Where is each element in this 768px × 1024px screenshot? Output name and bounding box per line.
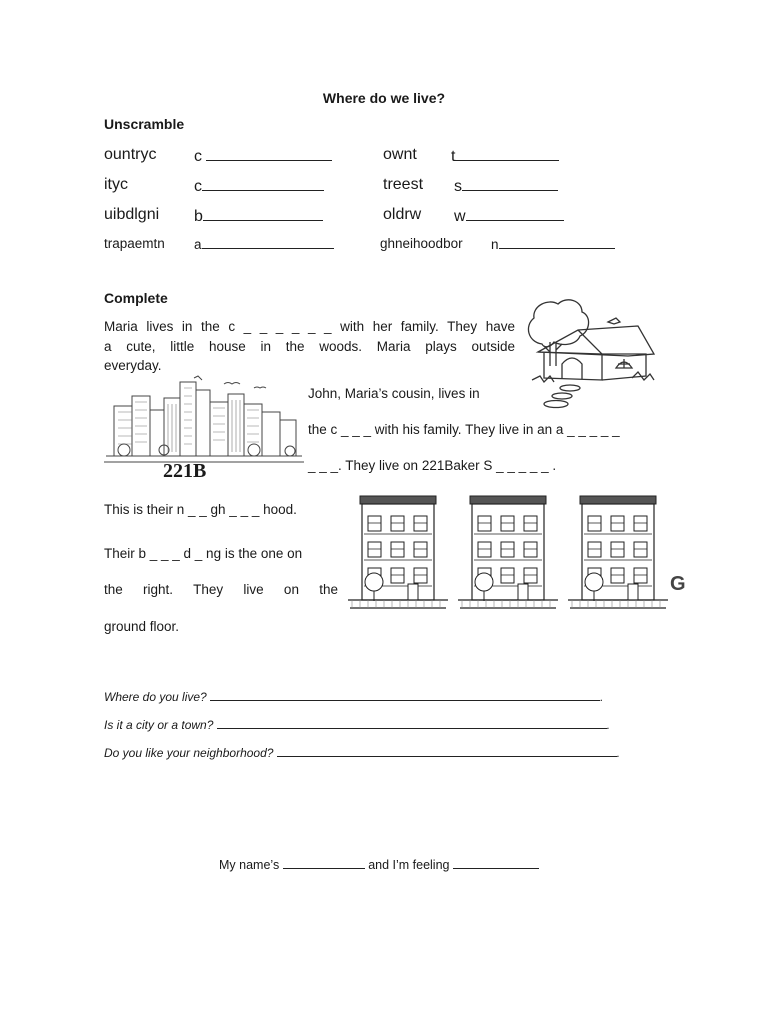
scrambled-word: treest bbox=[383, 176, 424, 193]
hint-letter: n bbox=[491, 237, 499, 252]
name-field[interactable] bbox=[283, 858, 365, 869]
scrambled-word: uibdlgni bbox=[104, 206, 160, 223]
paragraph-line: the c _ _ _ with his family. They live in an a _ _ _ _ _ bbox=[308, 422, 620, 437]
footer-line bbox=[219, 858, 539, 872]
answer-field[interactable] bbox=[194, 236, 334, 252]
question bbox=[104, 718, 610, 732]
answer-field[interactable] bbox=[210, 691, 600, 701]
question-text: Do you like your neighborhood? bbox=[104, 746, 274, 760]
hint-letter: b bbox=[194, 208, 203, 225]
answer-field[interactable] bbox=[194, 206, 323, 226]
question-period: . bbox=[600, 690, 604, 704]
paragraph-line: John, Maria’s cousin, lives in bbox=[308, 386, 480, 401]
complete-heading: Complete bbox=[104, 290, 168, 306]
apartment-building-illustration bbox=[348, 496, 666, 614]
hint-letter: s bbox=[454, 178, 462, 195]
answer-field[interactable] bbox=[217, 719, 607, 729]
footer-feeling-label: and I’m feeling bbox=[368, 858, 450, 872]
scrambled-word: ityc bbox=[104, 176, 128, 193]
scrambled-word: trapaemtn bbox=[104, 236, 165, 251]
answer-field[interactable] bbox=[194, 146, 332, 166]
paragraph-line: Maria lives in the c _ _ _ _ _ _ with her family. They have bbox=[104, 319, 515, 334]
question bbox=[104, 746, 620, 760]
paragraph-line: ground floor. bbox=[104, 619, 180, 634]
page-title: Where do we live? bbox=[322, 90, 446, 106]
hint-letter: a bbox=[194, 237, 202, 252]
hint-letter: w bbox=[454, 208, 466, 225]
hint-letter: c bbox=[194, 178, 202, 195]
paragraph-line: the right. They live on the bbox=[104, 582, 338, 597]
paragraph-line: This is their n _ _ gh _ _ _ hood. bbox=[104, 502, 297, 517]
question-text: Is it a city or a town? bbox=[104, 718, 214, 732]
hint-letter: c bbox=[194, 148, 202, 165]
answer-field[interactable] bbox=[194, 176, 324, 196]
question bbox=[104, 690, 603, 704]
hint-letter: t bbox=[451, 148, 456, 165]
unscramble-heading: Unscramble bbox=[104, 116, 185, 132]
scrambled-word: ghneihoodbor bbox=[380, 236, 463, 251]
feeling-field[interactable] bbox=[453, 858, 539, 869]
paragraph-line: _ _ _. They live on 221Baker S _ _ _ _ _ . bbox=[308, 458, 557, 473]
street-sign: 221B bbox=[163, 460, 207, 482]
answer-field[interactable] bbox=[454, 176, 558, 196]
paragraph-line: a cute, little house in the woods. Maria plays outside bbox=[104, 339, 515, 354]
scrambled-word: oldrw bbox=[383, 206, 422, 223]
answer-field[interactable] bbox=[451, 146, 559, 166]
house-illustration bbox=[520, 296, 660, 408]
question-period: . bbox=[616, 746, 621, 760]
ground-floor-marker: G bbox=[670, 573, 686, 595]
paragraph-line: Their b _ _ _ d _ ng is the one on bbox=[104, 546, 303, 561]
scrambled-word: ountryc bbox=[104, 146, 157, 163]
answer-field[interactable] bbox=[454, 206, 564, 226]
scrambled-word: ownt bbox=[383, 146, 417, 163]
paragraph-line: everyday. bbox=[104, 358, 162, 373]
question-period: . bbox=[606, 718, 611, 732]
answer-field[interactable] bbox=[491, 236, 615, 252]
answer-field[interactable] bbox=[277, 747, 617, 757]
footer-name-label: My name’s bbox=[219, 858, 280, 872]
question-text: Where do you live? bbox=[104, 690, 207, 704]
